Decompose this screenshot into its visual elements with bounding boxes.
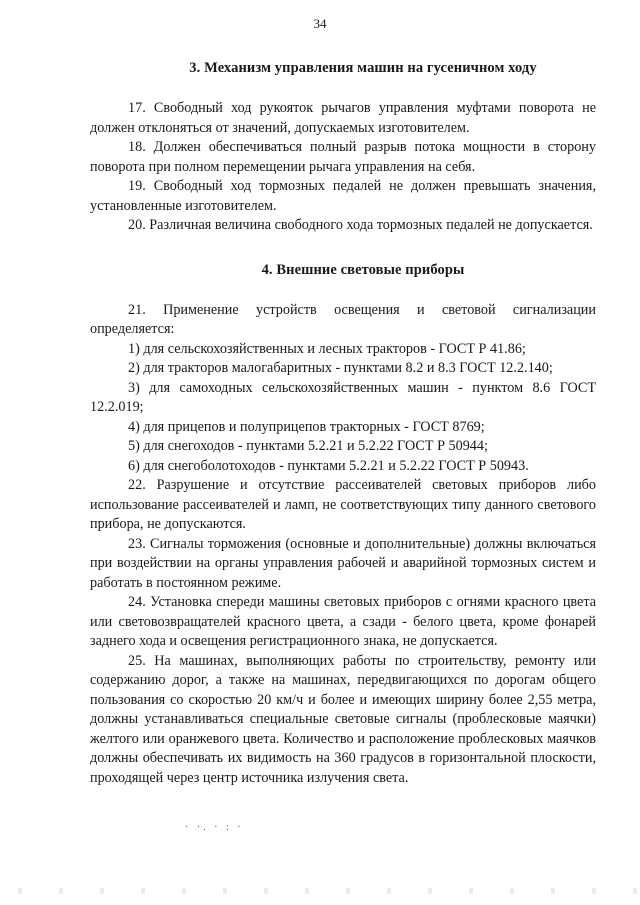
- page-number: 34: [313, 16, 327, 31]
- section-heading-4: 4. Внешние световые приборы: [261, 261, 465, 278]
- paragraph-21: 21. Применение устройств освещения и световой сигнализации определяется:: [90, 301, 596, 337]
- paragraph-23: 23. Сигналы торможения (основные и дополнительные) должны включаться при воздействии на органы управления рабочей и аварийной тормозных систем и работать в постоянном режиме.: [90, 535, 596, 591]
- paragraph-25: 25. На машинах, выполняющих работы по строительству, ремонту или содержанию дорог, а также на машинах, передвигающихся по дорогам общего пользования со скоростью 20 км/ч и более и имеющих ширину более 2,55 метра, должны устанавливаться специальные световые сигналы (проблесковые маячки) желтого или оранжевого цвета. Количество и расположение проблесковых маячков должны обеспечивать их видимость на 360 градусов в горизонтальной плоскости, проходящей через центр источника излучения света.: [90, 652, 596, 786]
- list-item-3: 3) для самоходных сельскохозяйственных машин - пунктом 8.6 ГОСТ 12.2.019;: [90, 379, 596, 415]
- paragraph-17: 17. Свободный ход рукояток рычагов управления муфтами поворота не должен отклоняться от значений, допускаемых изготовителем.: [90, 100, 596, 136]
- list-item-5: 5) для снегоходов - пунктами 5.2.21 и 5.2.22 ГОСТ Р 50944;: [128, 438, 488, 454]
- list-item-6: 6) для снегоболотоходов - пунктами 5.2.21 и 5.2.22 ГОСТ Р 50943.: [128, 457, 529, 474]
- list-item-1: 1) для сельскохозяйственных и лесных тракторов - ГОСТ Р 41.86;: [128, 340, 526, 357]
- paragraph-18: 18. Должен обеспечиваться полный разрыв потока мощности в сторону поворота при полном перемещении рычага управления на себя.: [90, 139, 596, 175]
- scan-artifact-strip: [0, 888, 640, 894]
- list-item-2: 2) для тракторов малогабаритных - пунктами 8.2 и 8.3 ГОСТ 12.2.140;: [128, 360, 553, 376]
- list-item-4: 4) для прицепов и полуприцепов тракторных - ГОСТ 8769;: [128, 418, 485, 435]
- paragraph-20: 20. Различная величина свободного хода тормозных педалей не допускается.: [128, 217, 593, 233]
- paragraph-19: 19. Свободный ход тормозных педалей не должен превышать значения, установленные изготовителем.: [90, 178, 596, 214]
- paragraph-24: 24. Установка спереди машины световых приборов с огнями красного цвета или световозвращателей красного цвета, а сзади - белого цвета, кроме фонарей заднего хода и освещения регистрационного знака, не допускается.: [90, 594, 596, 649]
- scan-artifact: · ·. · : ·: [185, 822, 244, 833]
- paragraph-22: 22. Разрушение и отсутствие рассеивателей световых приборов либо использование рассеивателей и ламп, не соответствующих типу данного светового прибора, не допускаются.: [90, 477, 596, 532]
- section-heading-3: 3. Механизм управления машин на гусеничном ходу: [189, 60, 537, 76]
- document-body: [90, 60, 596, 788]
